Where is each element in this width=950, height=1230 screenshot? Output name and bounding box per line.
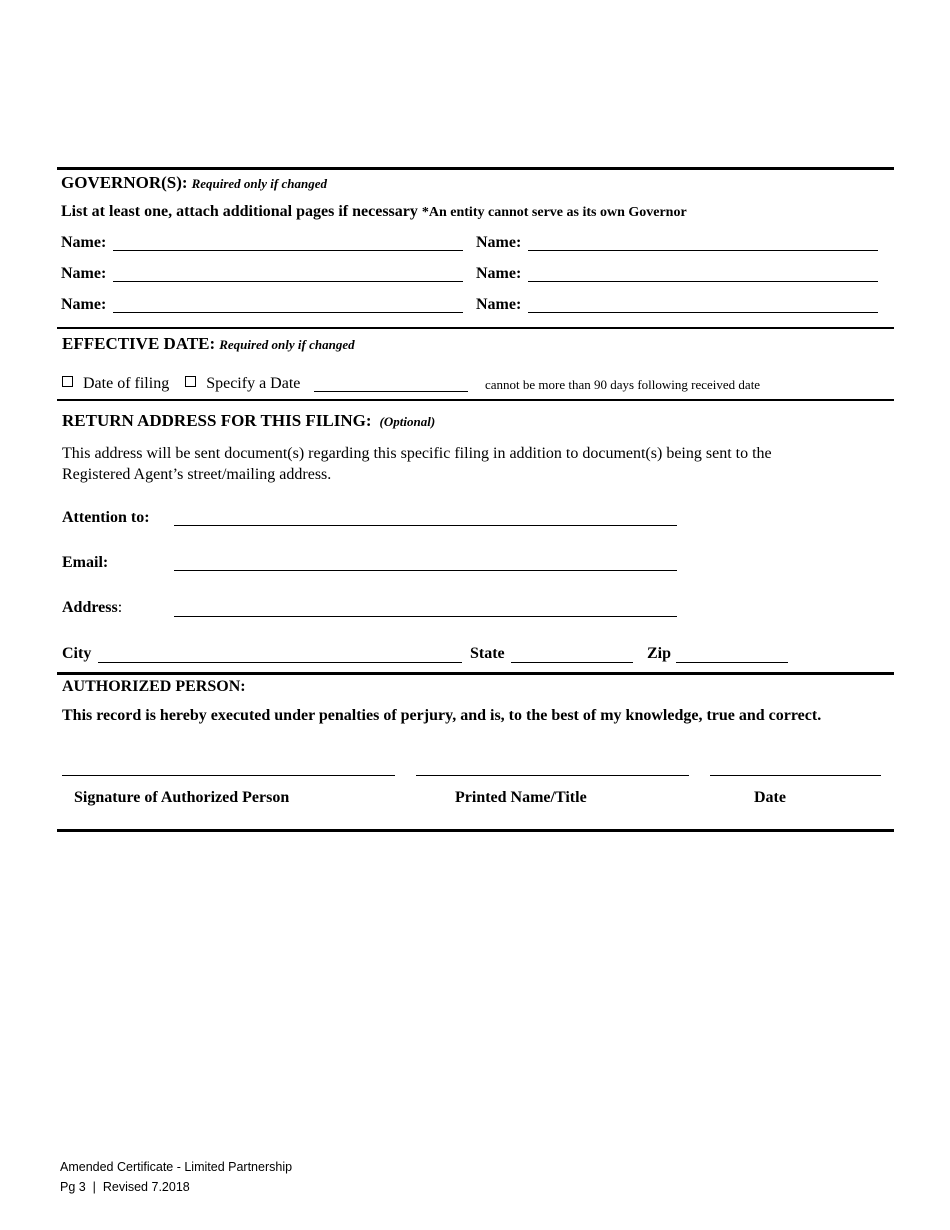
governors-note: Required only if changed <box>191 176 327 191</box>
city-label: City <box>62 645 92 662</box>
governor-name-label: Name: <box>476 234 522 251</box>
return-address-description <box>62 443 862 485</box>
governor-name-field[interactable] <box>528 281 878 282</box>
governor-name-label: Name: <box>61 234 107 251</box>
footer-title: Amended Certificate - Limited Partnership <box>60 1160 293 1174</box>
return-address-title: RETURN ADDRESS FOR THIS FILING: <box>62 411 372 430</box>
zip-field[interactable] <box>676 662 788 663</box>
authorized-person-heading: AUTHORIZED PERSON: <box>62 678 246 695</box>
signature-field[interactable] <box>62 775 395 776</box>
address-field[interactable] <box>174 616 677 617</box>
description-line: Registered Agent’s street/mailing address. <box>62 466 332 483</box>
description-line: This address will be sent document(s) regarding this specific filing in addition to document(s) being sent to the <box>62 445 772 462</box>
zip-label: Zip <box>647 645 672 662</box>
governor-name-field[interactable] <box>113 250 463 251</box>
effective-date-title: EFFECTIVE DATE: <box>62 334 216 353</box>
governors-instruction-note: *An entity cannot serve as its own Governor <box>421 205 687 220</box>
governor-name-label: Name: <box>61 296 107 313</box>
governor-name-field[interactable] <box>113 281 463 282</box>
address-label-colon: : <box>117 599 123 616</box>
section-divider <box>57 829 894 832</box>
section-divider <box>57 399 894 401</box>
effective-date-options <box>62 375 300 393</box>
governor-name-field[interactable] <box>528 312 878 313</box>
governor-name-label: Name: <box>61 265 107 282</box>
address-label <box>62 599 122 617</box>
date-label: Date <box>754 789 786 806</box>
governors-heading <box>61 173 327 193</box>
printed-name-field[interactable] <box>416 775 689 776</box>
section-divider <box>57 167 894 170</box>
printed-name-label: Printed Name/Title <box>455 789 587 806</box>
attention-field[interactable] <box>174 525 677 526</box>
return-address-note: (Optional) <box>379 414 436 429</box>
governors-instruction-text: List at least one, attach additional pages if necessary <box>61 203 418 220</box>
specify-date-label: Specify a Date <box>206 375 301 392</box>
attention-label: Attention to: <box>62 509 150 526</box>
effective-date-note: Required only if changed <box>219 337 355 352</box>
email-field[interactable] <box>174 570 677 571</box>
section-divider <box>57 672 894 675</box>
governor-name-label: Name: <box>476 265 522 282</box>
effective-date-constraint: cannot be more than 90 days following received date <box>485 377 761 392</box>
governors-instruction <box>61 203 687 221</box>
governor-name-label: Name: <box>476 296 522 313</box>
perjury-statement: This record is hereby executed under penalties of perjury, and is, to the best of my knowledge, true and correct. <box>62 707 822 724</box>
governor-name-field[interactable] <box>113 312 463 313</box>
specify-date-checkbox[interactable] <box>185 376 196 387</box>
email-label: Email: <box>62 554 109 571</box>
governor-name-field[interactable] <box>528 250 878 251</box>
effective-date-heading <box>62 334 355 354</box>
date-of-filing-label: Date of filing <box>83 375 170 392</box>
governors-title: GOVERNOR(S): <box>61 173 188 192</box>
section-divider <box>57 327 894 329</box>
state-label: State <box>470 645 505 662</box>
address-label-text: Address <box>62 599 118 616</box>
date-of-filing-checkbox[interactable] <box>62 376 73 387</box>
footer-page-info: Pg 3 | Revised 7.2018 <box>60 1180 190 1194</box>
city-field[interactable] <box>98 662 462 663</box>
state-field[interactable] <box>511 662 633 663</box>
specify-date-field[interactable] <box>314 391 468 392</box>
date-field[interactable] <box>710 775 881 776</box>
signature-label: Signature of Authorized Person <box>74 789 290 806</box>
return-address-heading <box>62 411 435 431</box>
